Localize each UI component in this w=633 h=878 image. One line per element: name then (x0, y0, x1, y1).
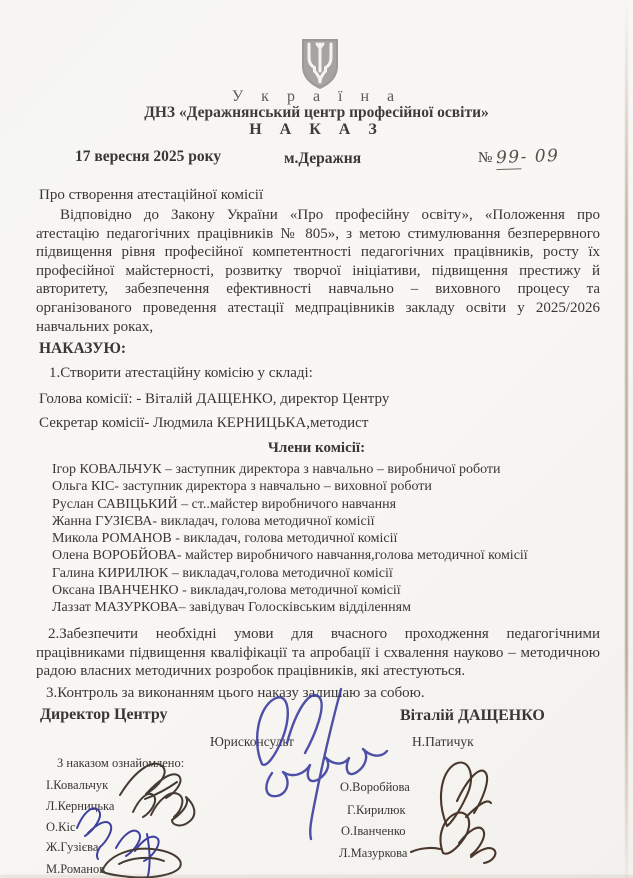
members-list (52, 461, 612, 617)
huzieva-signature (116, 831, 159, 878)
order-heading: НАКАЗУЮ: (39, 340, 127, 357)
kernytska-signature (133, 793, 194, 825)
ivanchenko-mazurkova-signature (411, 813, 495, 863)
member-item: Ігор КОВАЛЬЧУК – заступник директора з навчально – виробничої роботи (52, 462, 501, 477)
ack-name-huzieva: Ж.Гузієва (46, 840, 99, 854)
member-item: Лаззат МАЗУРКОВА– завідувач Голосківським відділенням (52, 600, 411, 616)
member-item: Оксана ІВАНЧЕНКО - викладач,голова методичної комісії (52, 583, 401, 599)
document-type-title: Н А К А З (249, 121, 384, 138)
subject-line: Про створення атестаційної комісії (39, 187, 264, 203)
emblem-container (298, 38, 342, 90)
jurist-label: Юрисконсульт (210, 734, 294, 749)
member-item: Ольга КІС- заступник директора з навчально – виховної роботи (52, 479, 432, 495)
ack-name-ivanchenko: О.Іванченко (341, 824, 406, 838)
romanov-signature (102, 849, 181, 878)
order-item-3: 3.Контроль за виконанням цього наказу залишаю за собою. (46, 685, 425, 701)
country-name: У к р а ї н а (231, 88, 402, 105)
member-item: Руслан САВІЦЬКИЙ – ст..майстер виробничого навчання (52, 496, 397, 512)
ack-name-mazurkova: Л.Мазуркова (339, 846, 408, 860)
organization-name: ДНЗ «Деражнянський центр професійної освіти» (144, 104, 489, 121)
document-number-main: 99 (495, 147, 522, 169)
member-item: Галина КИРИЛЮК – викладач,голова методичної комісії (52, 565, 393, 581)
document-date: 17 вересня 2025 року (75, 148, 222, 165)
document-number-tail: - 09 (520, 145, 560, 168)
director-name: Віталій ДАЩЕНКО (400, 707, 545, 724)
ack-name-vorobiova: О.Воробйова (340, 780, 410, 794)
member-item: Микола РОМАНОВ - викладач, голова методичної комісії (52, 531, 398, 547)
document-number-handwritten (496, 146, 560, 168)
director-label: Директор Центру (40, 706, 168, 723)
ack-name-kis: О.Кіс (46, 820, 76, 834)
commission-head-line: Голова комісії: - Віталій ДАЩЕНКО, директор Центру (39, 391, 390, 407)
acknowledgement-label: З наказом ознайомлено: (57, 756, 185, 770)
ukraine-trident-emblem (298, 38, 342, 90)
scan-edge-shadow (625, 0, 628, 878)
ack-name-romanov: М.Романов (46, 862, 106, 876)
document-number-label: № (478, 150, 493, 166)
ack-name-kyryliuk: Г.Кирилюк (347, 803, 406, 817)
jurist-name: Н.Патичук (412, 734, 474, 749)
order-item-1: 1.Створити атестаційну комісію у складі: (49, 365, 313, 381)
member-item: Жанна ГУЗІЄВА- викладач, голова методичної комісії (52, 513, 375, 529)
members-title: Члени комісії: (267, 440, 366, 456)
ack-name-kernytska: Л.Керницька (46, 799, 115, 813)
document-number (478, 147, 559, 167)
vorobiova-kyryliuk-signature (441, 763, 491, 826)
member-item: Олена ВОРОБЙОВА- майстер виробничого навчання,голова методичної комісії (52, 548, 528, 564)
order-item-2: 2.Забезпечити необхідні умови для вчасного проходження педагогічними працівниками підвищення кваліфікації та апробації і схвалення науково – методичною радою власних методичних розробок працівників, які атестуються. (36, 626, 600, 680)
commission-secretary-line: Секретар комісії- Людмила КЕРНИЦЬКА,методист (39, 415, 369, 431)
document-city: м.Деражня (284, 150, 362, 167)
ack-name-kovalchuk: І.Ковальчук (46, 778, 109, 792)
preamble-paragraph: Відповідно до Закону України «Про професійну освіту», «Положення про атестацію педагогічних працівників № 805», з метою стимулювання безперервного підвищення рівня професійної компетентності педагогічних працівників, росту їх професійної майстерності, розвитку творчої ініціативи, підвищення престижу й авторитету, забезпечення ефективності навчально – виховного процесу та організованого проведення атестації медпрацівників закладу освіти у 2025/2026 навчальних роках, (36, 207, 600, 335)
